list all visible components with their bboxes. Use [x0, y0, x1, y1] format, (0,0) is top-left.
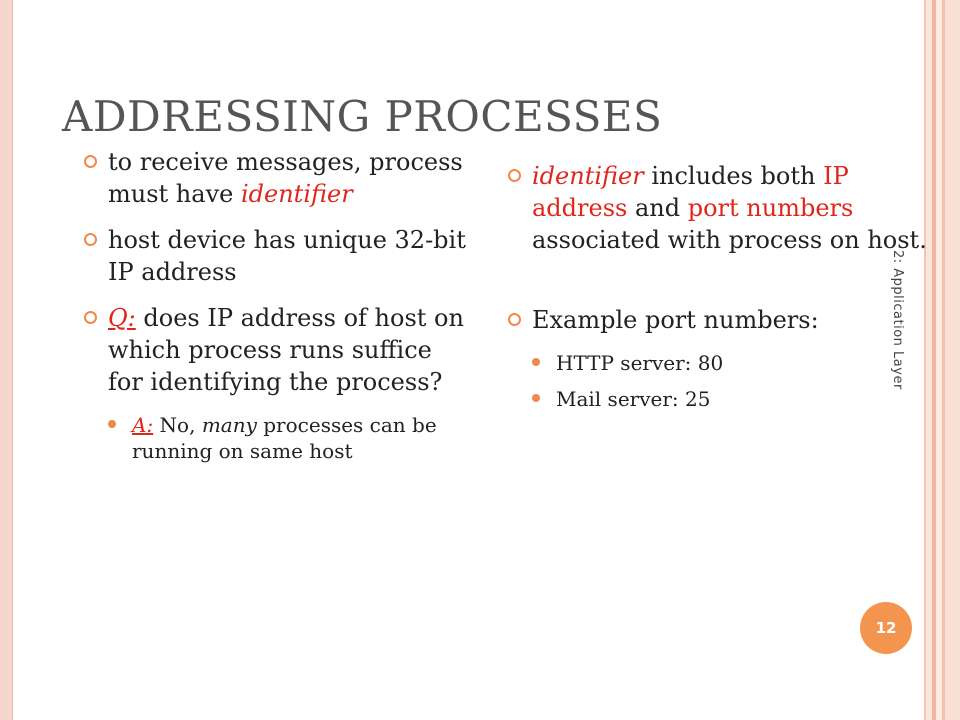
page-number: 12: [875, 619, 897, 637]
bullet-host-address: [84, 224, 469, 288]
text-part: includes both: [643, 162, 824, 190]
question-label: Q:: [108, 304, 136, 332]
sub-bullet-answer: [108, 412, 469, 464]
sub-bullet-mail: [532, 386, 928, 412]
text-part: and: [627, 194, 688, 222]
left-frame-border: [0, 0, 13, 720]
identifier-emphasis: identifier: [240, 180, 353, 208]
bullet-identifier-includes: [508, 160, 928, 256]
right-column: [508, 160, 928, 422]
bullet-example-ports: [508, 304, 928, 336]
sub-bullet-http: [532, 350, 928, 376]
port-text: HTTP server: 80: [556, 351, 724, 375]
answer-emphasis: many: [201, 413, 257, 437]
port-numbers-emphasis: port numbers: [687, 194, 854, 222]
port-text: Mail server: 25: [556, 387, 711, 411]
answer-post: processes can be running on same host: [132, 413, 437, 463]
bullet-text: to receive messages, process must have: [108, 148, 463, 208]
answer-pre: No,: [153, 413, 202, 437]
bullet-text: Example port numbers:: [532, 306, 819, 334]
page-number-badge: [860, 602, 912, 654]
answer-label: A:: [132, 413, 154, 437]
chapter-side-label: 2: Application Layer: [890, 250, 905, 390]
left-column: [84, 146, 469, 474]
text-part: associated with process on host.: [532, 226, 927, 254]
ip-address-emphasis: IP address: [532, 162, 849, 222]
identifier-emphasis: identifier: [532, 162, 644, 190]
slide-title: ADDRESSING PROCESSES: [62, 92, 663, 141]
bullet-receive-messages: [84, 146, 469, 210]
bullet-text: does IP address of host on which process runs suffice for identifying the process?: [108, 304, 464, 396]
bullet-question: [84, 302, 469, 398]
spacer: [508, 270, 928, 304]
bullet-text: host device has unique 32-bit IP address: [108, 226, 466, 286]
